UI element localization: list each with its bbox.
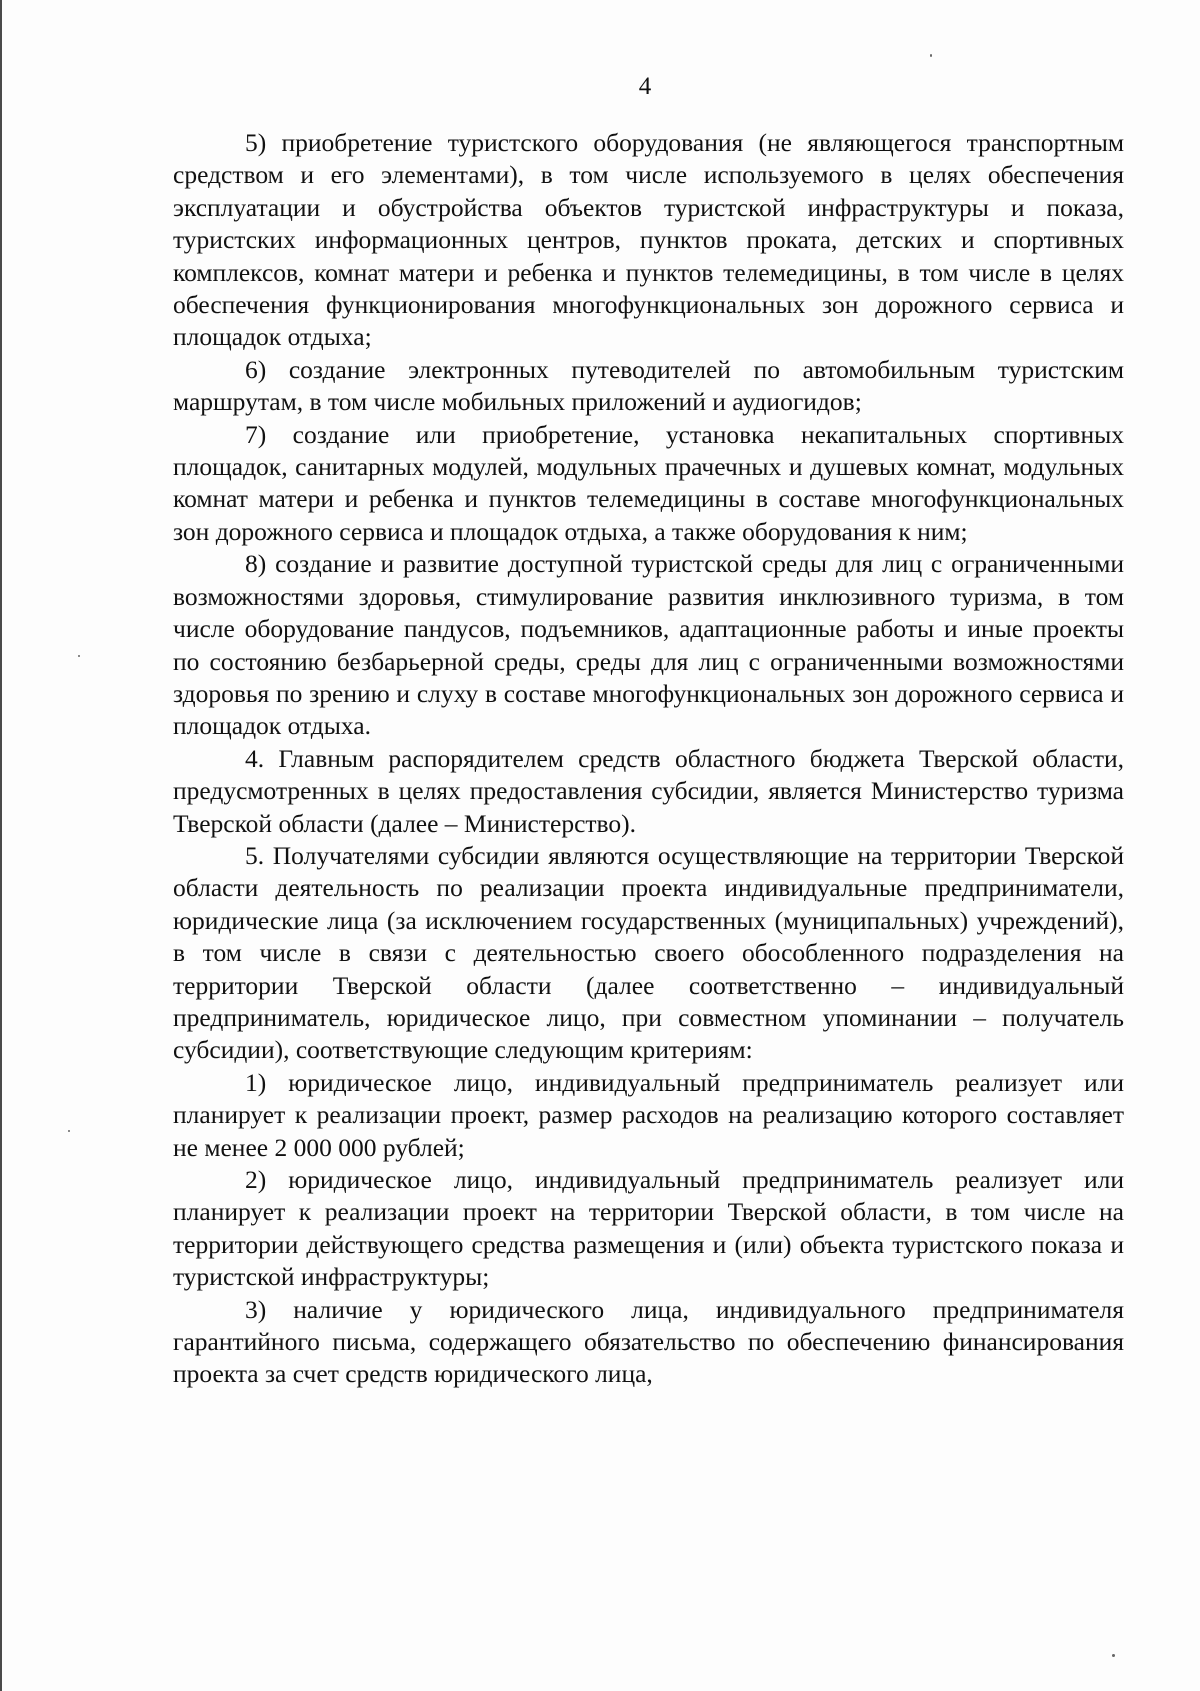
paragraph-criterion-2: 2) юридическое лицо, индивидуальный предприниматель реализует или планирует к реализации проект на территории Тверской области, в том числе на территории действующего средства размещения и (или) объекта туристского показа и туристской инфраструктуры; — [173, 1165, 1124, 1292]
scan-speck — [1112, 1654, 1115, 1657]
paragraph-criterion-3: 3) наличие у юридического лица, индивидуального предпринимателя гарантийного письма, содержащего обязательство по обеспечению финансирования проекта за счет средств юридического лица, — [173, 1294, 1124, 1389]
page-number: 4 — [638, 73, 652, 100]
paragraph-item-5: 5) приобретение туристского оборудования (не являющегося транспортным средством и его элементами), в том числе используемого в целях обеспечения эксплуатации и обустройства объектов туристской инфраструктуры и показа, туристских информационных центров, пунктов проката, детских и спортивных комплексов, комнат матери и ребенка и пунктов телемедицины, в том числе в целях обеспечения функционирования многофункциональных зон дорожного сервиса и площадок отдыха; — [173, 128, 1124, 352]
paragraph-criterion-1: 1) юридическое лицо, индивидуальный предприниматель реализует или планирует к реализации проект, размер расходов на реализацию которого составляет не менее 2 000 000 рублей; — [173, 1067, 1124, 1162]
scan-speck — [78, 655, 80, 657]
paragraph-item-8: 8) создание и развитие доступной туристской среды для лиц с ограниченными возможностями здоровья, стимулирование развития инклюзивного туризма, в том числе оборудование пандусов, подъемников, адаптационные работы и иные проекты по состоянию безбарьерной среды, среды для лиц с ограниченными возможностями здоровья по зрению и слуху в составе многофункциональных зон дорожного сервиса и площадок отдыха. — [173, 549, 1124, 741]
paragraph-section-5: 5. Получателями субсидии являются осуществляющие на территории Тверской области деятельность по реализации проекта индивидуальные предприниматели, юридические лица (за исключением государственных (муниципальных) учреждений), в том числе в связи с деятельностью своего обособленного подразделения на территории Тверской области (далее соответственно – индивидуальный предприниматель, юридическое лицо, при совместном упоминании – получатель субсидии), соответствующие следующим критериям: — [173, 840, 1124, 1065]
scan-left-edge — [0, 0, 2, 1691]
scan-speck — [68, 1130, 70, 1132]
paragraph-item-6: 6) создание электронных путеводителей по автомобильным туристским маршрутам, в том числе мобильных приложений и аудиогидов; — [173, 354, 1124, 417]
document-body — [173, 127, 1124, 1391]
paragraph-section-4: 4. Главным распорядителем средств областного бюджета Тверской области, предусмотренных в целях предоставления субсидии, является Министерство туризма Тверской области (далее – Министерство). — [173, 743, 1124, 838]
scan-speck — [930, 54, 932, 57]
paragraph-item-7: 7) создание или приобретение, установка некапитальных спортивных площадок, санитарных модулей, модульных прачечных и душевых комнат, модульных комнат матери и ребенка и пунктов телемедицины в составе многофункциональных зон дорожного сервиса и площадок отдыха, а также оборудования к ним; — [173, 419, 1124, 546]
